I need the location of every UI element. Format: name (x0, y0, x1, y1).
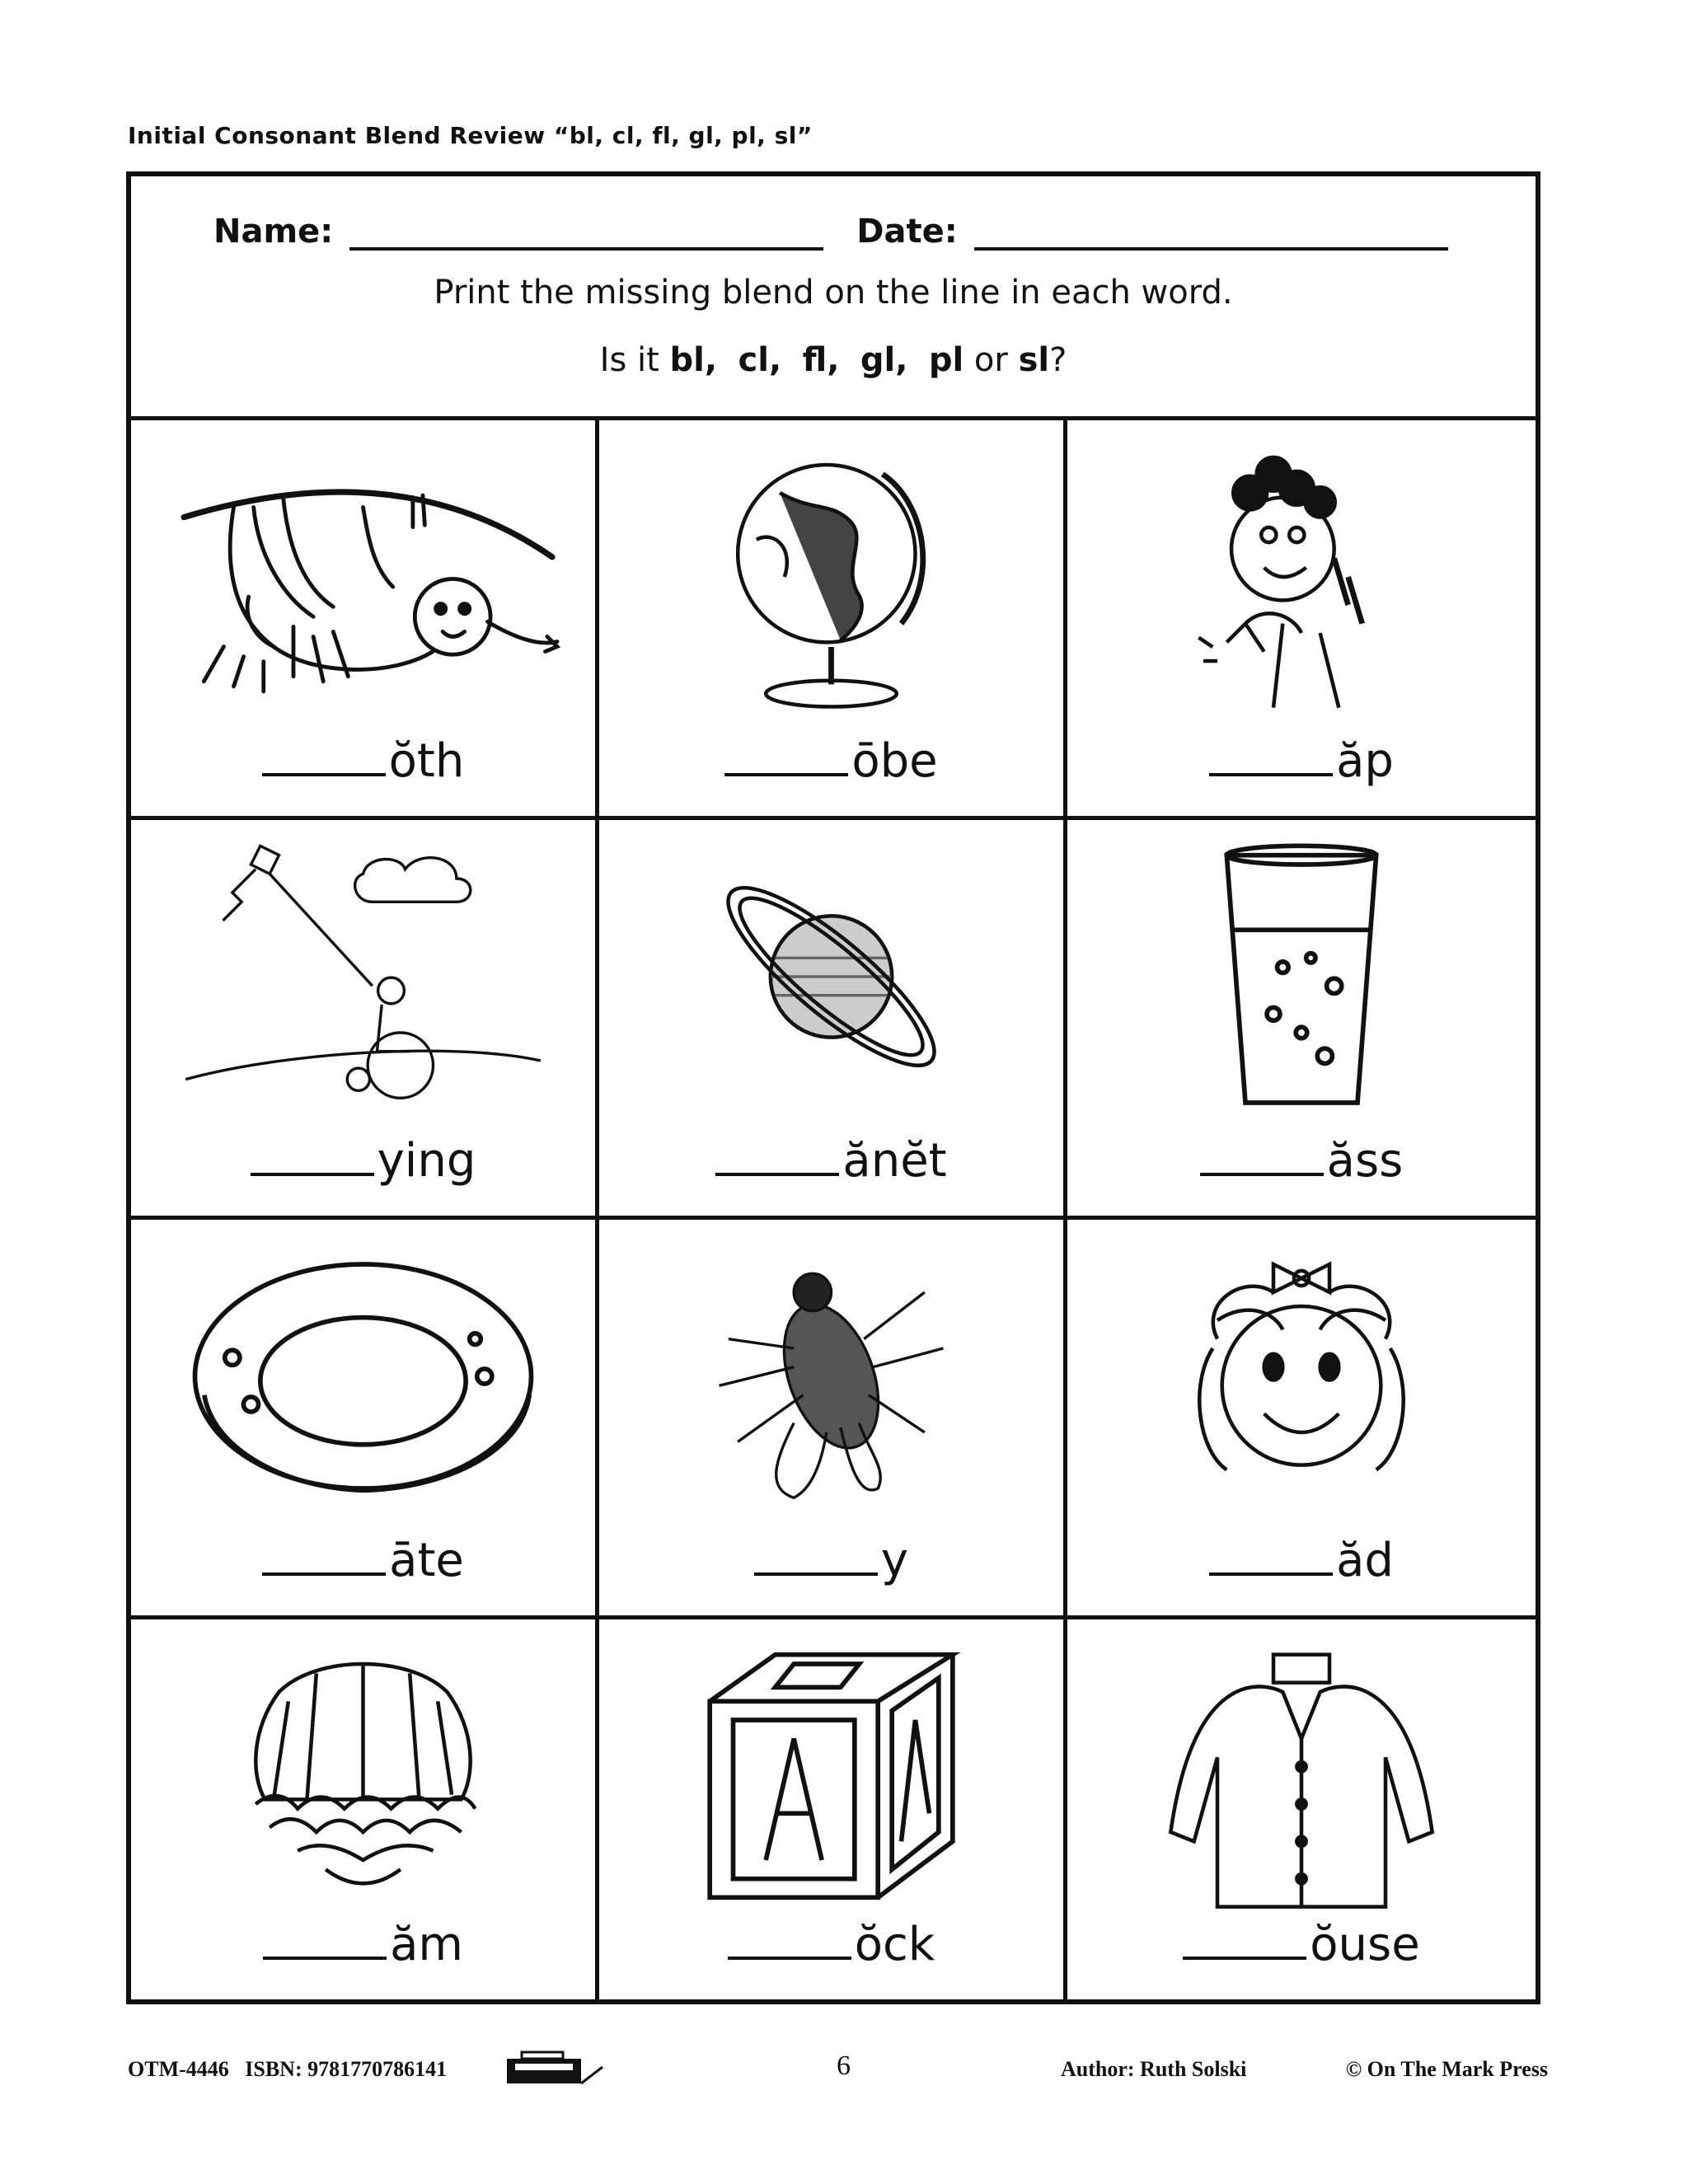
word-ending: ăss (1326, 1134, 1404, 1188)
name-date-row (213, 201, 1461, 251)
author: Author: Ruth Solski (1061, 2057, 1247, 2081)
blank-line[interactable] (1209, 730, 1333, 776)
word-answer (131, 1914, 595, 1971)
cell-glass (1067, 820, 1536, 1220)
blend-cl: cl, (738, 341, 782, 379)
word-answer (1067, 1130, 1536, 1188)
cell-plate (131, 1220, 599, 1619)
blend-sl: sl (1018, 341, 1050, 379)
word-answer (599, 1130, 1063, 1188)
instruction-line-1: Print the missing blend on the line in each word. (434, 274, 1233, 312)
isbn: ISBN: 9781770786141 (245, 2057, 448, 2081)
instruction-line-2 (131, 341, 1536, 379)
cell-block (599, 1619, 1067, 1999)
blank-line[interactable] (263, 1914, 387, 1960)
instruction-or: or (964, 341, 1019, 379)
glass-of-water-icon (1100, 837, 1503, 1117)
word-ending: ănĕt (842, 1134, 947, 1188)
blouse-icon (1100, 1636, 1503, 1916)
worksheet-title: Initial Consonant Blend Review “bl, cl, fl, gl, pl, sl” (128, 122, 813, 149)
girl-clapping-icon (1100, 437, 1503, 717)
word-ending: ăd (1336, 1534, 1394, 1587)
word-answer (599, 1914, 1063, 1971)
blank-line[interactable] (262, 730, 386, 776)
cell-girl-face (1067, 1220, 1536, 1619)
cell-planet (599, 820, 1067, 1220)
word-ending: y (880, 1534, 909, 1587)
date-label: Date: (856, 213, 958, 251)
worksheet-frame (126, 171, 1540, 2004)
page-number: 6 (837, 2050, 851, 2081)
cell-fly (599, 1220, 1067, 1619)
blend-bl: bl, (669, 341, 718, 379)
word-answer (1067, 730, 1536, 788)
cell-blouse (1067, 1619, 1536, 1999)
date-field[interactable] (974, 211, 1448, 251)
blank-line[interactable] (262, 1530, 386, 1576)
word-ending: ăm (390, 1918, 463, 1971)
word-ending: ōbe (851, 734, 938, 788)
word-ending: ŏuse (1310, 1918, 1420, 1971)
word-answer (599, 730, 1063, 788)
child-flying-kite-icon (164, 837, 562, 1117)
word-ending: ŏth (388, 734, 465, 788)
cell-globe (599, 420, 1067, 820)
blank-line[interactable] (728, 1914, 851, 1960)
clam-shell-icon (164, 1636, 562, 1916)
blank-line[interactable] (724, 730, 848, 776)
product-code: OTM-4446 (128, 2057, 229, 2081)
blend-fl: fl, (802, 341, 840, 379)
word-answer (1067, 1914, 1536, 1971)
picture-grid (131, 420, 1536, 1999)
word-ending: āte (389, 1534, 464, 1587)
sloth-icon (164, 437, 562, 717)
cell-sloth (131, 420, 599, 820)
blank-line[interactable] (1183, 1914, 1306, 1960)
alphabet-block-icon (632, 1636, 1030, 1916)
name-field[interactable] (349, 211, 823, 251)
housefly-icon (632, 1236, 1030, 1516)
saturn-planet-icon (632, 837, 1030, 1117)
blank-line[interactable] (715, 1130, 839, 1176)
blend-gl: gl, (860, 341, 908, 379)
instruction-suffix: ? (1049, 341, 1067, 379)
publisher: © On The Mark Press (1345, 2057, 1548, 2081)
name-label: Name: (213, 213, 334, 251)
cell-girl-clapping (1067, 420, 1536, 820)
globe-icon (632, 437, 1030, 717)
word-ending: ŏck (854, 1918, 935, 1971)
footer-left (128, 2057, 447, 2082)
cell-kite (131, 820, 599, 1220)
blank-line[interactable] (754, 1530, 878, 1576)
cell-clam (131, 1619, 599, 1999)
smiling-girl-face-icon (1100, 1236, 1503, 1516)
word-answer (131, 1130, 595, 1188)
word-answer (599, 1530, 1063, 1587)
word-answer (131, 1530, 595, 1587)
word-answer (131, 730, 595, 788)
page-footer (128, 2050, 1548, 2083)
header-box (131, 176, 1536, 420)
word-ending: ying (377, 1134, 476, 1188)
instruction-prefix: Is it (599, 341, 670, 379)
blend-pl: pl (928, 341, 964, 379)
printing-press-icon (505, 2050, 604, 2087)
blank-line[interactable] (1209, 1530, 1333, 1576)
word-ending: ăp (1336, 734, 1394, 788)
blank-line[interactable] (251, 1130, 374, 1176)
word-answer (1067, 1530, 1536, 1587)
dinner-plate-icon (164, 1236, 562, 1516)
blank-line[interactable] (1200, 1130, 1324, 1176)
